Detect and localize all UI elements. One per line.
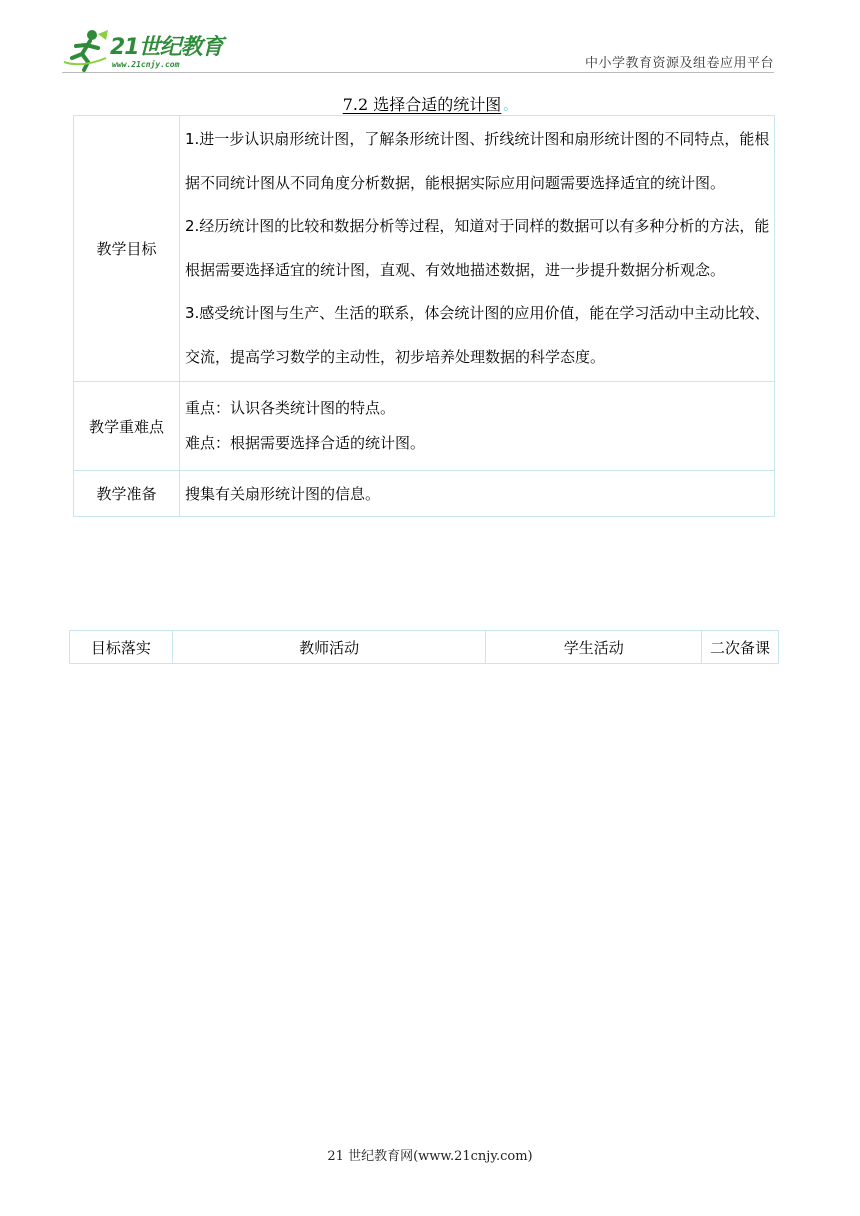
platform-name: 中小学教育资源及组卷应用平台	[584, 56, 774, 71]
key-points-label: 教学重难点	[74, 382, 180, 471]
col-header-target: 目标落实	[70, 631, 173, 664]
page-title	[0, 92, 860, 115]
difficult-point: 难点：根据需要选择合适的统计图。	[185, 434, 426, 452]
title-mark: 。	[503, 98, 518, 114]
col-header-teacher: 教师活动	[172, 631, 486, 664]
activity-table	[69, 630, 779, 664]
key-points-content	[180, 382, 775, 471]
prep-content: 搜集有关扇形统计图的信息。	[180, 471, 775, 517]
col-header-student: 学生活动	[486, 631, 702, 664]
site-logo	[62, 28, 232, 74]
footer-text: 21 世纪教育网(www.21cnjy.com)	[327, 1149, 533, 1164]
goals-content	[180, 116, 775, 382]
logo-text: 21世纪教育	[110, 35, 223, 60]
goals-row	[74, 116, 775, 382]
goals-label: 教学目标	[74, 116, 180, 382]
goal-item: 2.经历统计图的比较和数据分析等过程，知道对于同样的数据可以有多种分析的方法，能根据需要选择适宜的统计图，直观、有效地描述数据，进一步提升数据分析观念。	[185, 217, 770, 279]
key-point: 重点：认识各类统计图的特点。	[185, 399, 396, 417]
logo-url: www.21cnjy.com	[112, 60, 180, 69]
col-header-notes: 二次备课	[702, 631, 779, 664]
goal-item: 3.感受统计图与生产、生活的联系，体会统计图的应用价值，能在学习活动中主动比较、交流，提高学习数学的主动性，初步培养处理数据的科学态度。	[185, 304, 770, 366]
prep-label: 教学准备	[74, 471, 180, 517]
runner-logo-icon	[62, 28, 112, 72]
activity-header-row	[70, 631, 779, 664]
goal-item: 1.进一步认识扇形统计图，了解条形统计图、折线统计图和扇形统计图的不同特点，能根据不同统计图从不同角度分析数据，能根据实际应用问题需要选择适宜的统计图。	[185, 130, 770, 192]
key-points-row	[74, 382, 775, 471]
prep-row	[74, 471, 775, 517]
header-divider	[62, 72, 774, 73]
lesson-info-table	[73, 115, 775, 517]
title-text: 7.2 选择合适的统计图	[342, 95, 502, 114]
